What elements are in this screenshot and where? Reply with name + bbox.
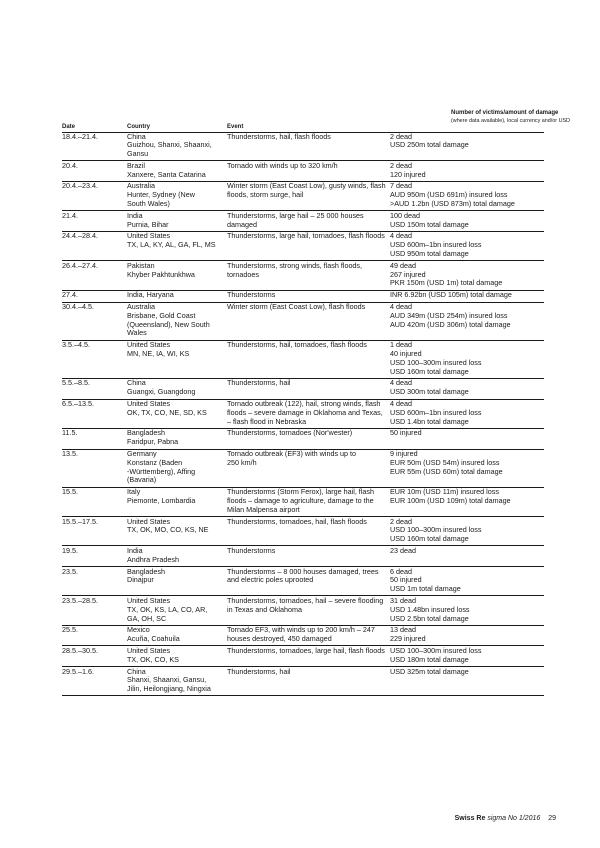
row-victims-line: 2 dead <box>390 516 412 526</box>
row-victims <box>390 518 545 544</box>
table-row <box>62 546 544 567</box>
row-date-line: 25.5. <box>62 625 78 635</box>
row-victims-line: USD 1.4bn total damage <box>390 416 469 426</box>
row-victims-line: 267 injured <box>390 269 426 279</box>
row-event <box>227 597 387 615</box>
table-body <box>62 132 544 696</box>
row-country-line: TX, OK, KS, LA, CO, AR, <box>127 604 208 614</box>
row-country <box>127 341 227 359</box>
row-country-line: Dinajpur <box>127 575 154 585</box>
row-event-line: Thunderstorms, tornadoes (Nor'wester) <box>227 428 353 438</box>
row-event-line: Thunderstorms, hail <box>227 666 291 676</box>
row-country-line: Shanxi, Shaanxi, Gansu, <box>127 675 207 685</box>
row-victims-line: EUR 50m (USD 54m) insured loss <box>390 457 500 467</box>
table-row <box>62 303 544 341</box>
row-country-line: United States <box>127 595 171 605</box>
row-victims <box>390 597 545 623</box>
row-victims-line: USD 160m total damage <box>390 534 469 544</box>
footer-brand: Swiss Re <box>454 815 486 822</box>
row-victims <box>390 429 545 438</box>
row-country-line: Mexico <box>127 625 150 635</box>
row-event <box>227 568 387 586</box>
row-country-line: Konstanz (Baden <box>127 457 183 467</box>
row-country-line: Andhra Pradesh <box>127 554 179 564</box>
row-country-line: Piemonte, Lombardia <box>127 495 196 505</box>
row-date-line: 20.4.–23.4. <box>62 181 98 191</box>
row-country-line: India <box>127 545 143 555</box>
row-country-line: Bangladesh <box>127 566 165 576</box>
row-country-line: Guangxi, Guangdong <box>127 387 196 397</box>
row-event-line: in Texas and Oklahoma <box>227 604 302 614</box>
row-event-line: Thunderstorms, hail, tornadoes, flash floods <box>227 340 367 350</box>
row-country-line: China <box>127 131 146 141</box>
row-country-line: China <box>127 666 146 676</box>
row-victims <box>390 303 545 329</box>
row-victims-line: EUR 100m (USD 109m) total damage <box>390 495 511 505</box>
row-victims <box>390 341 545 376</box>
row-date <box>62 668 124 677</box>
row-event <box>227 341 387 350</box>
table-row <box>62 567 544 596</box>
row-event <box>227 133 387 142</box>
row-victims-line: 50 injured <box>390 575 422 585</box>
row-country-line: Australia <box>127 302 155 312</box>
row-country <box>127 450 227 485</box>
row-victims-line: USD 180m total damage <box>390 654 469 664</box>
row-victims-line: 50 injured <box>390 428 422 438</box>
row-victims-line: USD 950m total damage <box>390 249 469 259</box>
row-event-line: Thunderstorms (Storm Ferox), large hail, flash <box>227 487 374 497</box>
row-country-line: Hunter, Sydney (New <box>127 190 195 200</box>
row-victims-line: 2 dead <box>390 131 412 141</box>
row-victims-line: 13 dead <box>390 625 416 635</box>
row-victims <box>390 262 545 288</box>
table-row <box>62 400 544 429</box>
row-date <box>62 133 124 142</box>
row-victims-line: 120 injured <box>390 169 426 179</box>
row-victims-line: 4 dead <box>390 399 412 409</box>
row-event <box>227 303 387 312</box>
row-country <box>127 626 227 644</box>
row-date-line: 18.4.–21.4. <box>62 131 98 141</box>
row-victims-line: 9 injured <box>390 449 418 458</box>
row-victims <box>390 133 545 151</box>
row-country-line: United States <box>127 340 171 350</box>
row-date-line: 26.4.–27.4. <box>62 260 98 270</box>
row-country <box>127 379 227 397</box>
row-event-line: floods – severe damage in Oklahoma and Texas, <box>227 407 383 417</box>
row-date <box>62 626 124 635</box>
row-victims-line: USD 600m–1bn insured loss <box>390 240 482 250</box>
row-country-line: TX, OK, MO, CO, KS, NE <box>127 525 209 535</box>
row-event <box>227 488 387 514</box>
row-event <box>227 232 387 241</box>
row-country-line: -Württemberg), Affing <box>127 466 196 476</box>
row-country <box>127 182 227 208</box>
row-victims <box>390 626 545 644</box>
row-date-line: 5.5.–8.5. <box>62 378 90 388</box>
row-country-line: Acuña, Coahuila <box>127 634 180 644</box>
row-victims-line: 49 dead <box>390 260 416 270</box>
row-date <box>62 291 124 300</box>
row-date-line: 20.4. <box>62 160 78 170</box>
row-victims-line: AUD 349m (USD 254m) insured loss <box>390 310 508 320</box>
row-country-line: Jilin, Heilongjiang, Ningxia <box>127 684 211 694</box>
row-date-line: 29.5.–1.6. <box>62 666 94 676</box>
row-event-line: Thunderstorms – 8 000 houses damaged, trees <box>227 566 379 576</box>
row-country-line: India, Haryana <box>127 290 174 300</box>
row-country <box>127 518 227 536</box>
table-row <box>62 211 544 232</box>
row-victims-line: AUD 950m (USD 691m) insured loss <box>390 190 508 200</box>
row-country <box>127 647 227 665</box>
row-date-line: 11.5. <box>62 428 78 438</box>
row-victims-line: USD 100–300m insured loss <box>390 357 482 367</box>
table-row <box>62 626 544 647</box>
event-column-header: Event <box>227 124 244 130</box>
row-victims-line: AUD 420m (USD 306m) total damage <box>390 319 511 329</box>
country-column-header: Country <box>127 124 150 130</box>
row-victims-line: USD 100–300m insured loss <box>390 645 482 655</box>
row-date <box>62 232 124 241</box>
table-row <box>62 429 544 450</box>
row-country-line: Australia <box>127 181 155 191</box>
row-date <box>62 568 124 577</box>
row-victims-line: EUR 55m (USD 60m) total damage <box>390 466 503 476</box>
row-country-line: MN, NE, IA, WI, KS <box>127 349 190 359</box>
row-event <box>227 379 387 388</box>
row-victims-line: 6 dead <box>390 566 412 576</box>
row-victims <box>390 668 545 677</box>
row-event-line: Thunderstorms, hail, flash floods <box>227 131 331 141</box>
row-victims-line: USD 1.48bn insured loss <box>390 604 470 614</box>
row-event-line: Winter storm (East Coast Low), gusty winds, flash <box>227 181 386 191</box>
row-event <box>227 400 387 426</box>
row-victims-line: 23 dead <box>390 545 416 555</box>
row-victims <box>390 182 545 208</box>
row-country-line: Khyber Pakhtunkhwa <box>127 269 195 279</box>
row-date-line: 21.4. <box>62 210 78 220</box>
row-event <box>227 429 387 438</box>
row-date-line: 28.5.–30.5. <box>62 645 98 655</box>
row-country <box>127 162 227 180</box>
date-column-header: Date <box>62 124 76 130</box>
row-country <box>127 262 227 280</box>
row-event <box>227 626 387 644</box>
row-date <box>62 341 124 350</box>
row-event-line: floods – damage to agriculture, damage to the <box>227 495 374 505</box>
row-event-line: Tornado with winds up to 320 km/h <box>227 160 338 170</box>
row-country-line: Xanxere, Santa Catarina <box>127 169 206 179</box>
row-event <box>227 291 387 300</box>
row-date <box>62 262 124 271</box>
row-country-line: Wales <box>127 328 147 338</box>
row-victims <box>390 647 545 665</box>
row-victims-line: 1 dead <box>390 340 412 350</box>
row-victims-line: 31 dead <box>390 595 416 605</box>
row-date <box>62 162 124 171</box>
row-country-line: (Queensland), New South <box>127 319 210 329</box>
row-victims-line: PKR 150m (USD 1m) total damage <box>390 278 503 288</box>
row-event-line: Thunderstorms <box>227 545 276 555</box>
table-row <box>62 488 544 517</box>
row-victims-line: 100 dead <box>390 210 420 220</box>
row-victims <box>390 291 545 300</box>
row-country <box>127 597 227 623</box>
row-victims-line: USD 250m total damage <box>390 140 469 150</box>
row-country-line: India <box>127 210 143 220</box>
row-date <box>62 597 124 606</box>
row-event-line: Thunderstorms, strong winds, flash floods, <box>227 260 363 270</box>
row-country-line: TX, LA, KY, AL, GA, FL, MS <box>127 240 216 250</box>
row-victims-line: >AUD 1.2bn (USD 873m) total damage <box>390 199 515 209</box>
row-country <box>127 133 227 159</box>
row-date <box>62 488 124 497</box>
row-country <box>127 547 227 565</box>
row-victims <box>390 488 545 506</box>
row-event-line: Thunderstorms, tornadoes, hail, flash floods <box>227 516 367 526</box>
row-victims-line: USD 100–300m insured loss <box>390 525 482 535</box>
row-date <box>62 547 124 556</box>
row-country-line: Pakistan <box>127 260 155 270</box>
row-date-line: 23.5. <box>62 566 78 576</box>
table-row <box>62 132 544 161</box>
row-date <box>62 450 124 459</box>
table-row <box>62 646 544 667</box>
row-victims-line: 4 dead <box>390 231 412 241</box>
row-date <box>62 212 124 221</box>
row-country-line: Brazil <box>127 160 145 170</box>
row-victims <box>390 232 545 258</box>
row-event <box>227 262 387 280</box>
row-country-line: Germany <box>127 449 157 458</box>
row-country-line: OK, TX, CO, NE, SD, KS <box>127 407 207 417</box>
footer-issue: sigma No 1/2016 <box>487 815 541 822</box>
row-country-line: Bangladesh <box>127 428 165 438</box>
row-victims <box>390 400 545 426</box>
table-row <box>62 379 544 400</box>
table-row <box>62 450 544 488</box>
row-victims-line: 40 injured <box>390 349 422 359</box>
row-victims <box>390 162 545 180</box>
row-event-line: Thunderstorms, large hail, tornadoes, flash floods <box>227 231 385 241</box>
page-footer <box>455 815 556 822</box>
row-event <box>227 668 387 677</box>
row-date-line: 15.5. <box>62 487 78 497</box>
row-victims-line: USD 300m total damage <box>390 387 469 397</box>
row-event-line: Milan Malpensa airport <box>227 504 300 514</box>
row-victims-line: 4 dead <box>390 302 412 312</box>
row-event-line: tornadoes <box>227 269 259 279</box>
row-country <box>127 232 227 250</box>
row-country-line: Brisbane, Gold Coast <box>127 310 196 320</box>
row-date-line: 19.5. <box>62 545 78 555</box>
victims-header-title: Number of victims/amount of damage <box>451 110 559 116</box>
row-event <box>227 212 387 230</box>
row-victims-line: 2 dead <box>390 160 412 170</box>
row-date <box>62 303 124 312</box>
row-victims <box>390 568 545 594</box>
row-country <box>127 400 227 418</box>
page-number: 29 <box>548 815 556 822</box>
row-event-line: Tornado outbreak (EF3) with winds up to <box>227 449 357 458</box>
row-date <box>62 647 124 656</box>
row-victims <box>390 212 545 230</box>
row-event-line: 250 km/h <box>227 457 257 467</box>
row-event-line: Tornado outbreak (122), hail, strong winds, flash <box>227 399 381 409</box>
row-victims-line: EUR 10m (USD 11m) insured loss <box>390 487 499 497</box>
table-row <box>62 341 544 379</box>
row-event-line: houses destroyed, 450 damaged <box>227 634 332 644</box>
row-date-line: 24.4.–28.4. <box>62 231 98 241</box>
row-victims-line: USD 600m–1bn insured loss <box>390 407 482 417</box>
table-row <box>62 232 544 261</box>
row-date <box>62 518 124 527</box>
row-country <box>127 668 227 694</box>
table-row <box>62 517 544 546</box>
row-event-line: Thunderstorms <box>227 290 276 300</box>
row-event <box>227 162 387 171</box>
row-country-line: South Wales) <box>127 199 170 209</box>
row-event <box>227 182 387 200</box>
row-event <box>227 547 387 556</box>
row-date-line: 30.4.–4.5. <box>62 302 94 312</box>
row-date <box>62 429 124 438</box>
row-country-line: Gansu <box>127 149 149 159</box>
row-event <box>227 450 387 468</box>
table-row <box>62 667 544 696</box>
row-country <box>127 291 227 300</box>
row-country-line: United States <box>127 645 171 655</box>
row-date-line: 13.5. <box>62 449 78 458</box>
row-victims-line: 7 dead <box>390 181 412 191</box>
victims-header-note: (where data available), local currency and/or USD <box>451 117 570 124</box>
row-country-line: United States <box>127 516 171 526</box>
row-event-line: Winter storm (East Coast Low), flash floods <box>227 302 366 312</box>
row-event-line: damaged <box>227 219 257 229</box>
row-event-line: floods, storm surge, hail <box>227 190 304 200</box>
row-country-line: (Bavaria) <box>127 475 157 485</box>
table-row <box>62 182 544 211</box>
row-date-line: 27.4. <box>62 290 78 300</box>
row-country <box>127 212 227 230</box>
row-victims-line: 4 dead <box>390 378 412 388</box>
row-country <box>127 429 227 447</box>
row-event <box>227 518 387 527</box>
row-date <box>62 182 124 191</box>
row-victims <box>390 379 545 397</box>
row-event-line: and electric poles uprooted <box>227 575 314 585</box>
row-country-line: Faridpur, Pabna <box>127 437 179 447</box>
row-country <box>127 303 227 338</box>
row-country <box>127 568 227 586</box>
table-row <box>62 261 544 290</box>
row-victims-line: USD 325m total damage <box>390 666 469 676</box>
table-row <box>62 291 544 303</box>
row-date <box>62 400 124 409</box>
row-victims <box>390 547 545 556</box>
row-event-line: Thunderstorms, large hail – 25 000 houses <box>227 210 364 220</box>
row-victims <box>390 450 545 476</box>
table-row <box>62 596 544 625</box>
row-victims-line: INR 6.92bn (USD 105m) total damage <box>390 290 512 300</box>
row-country-line: Guizhou, Shanxi, Shaanxi, <box>127 140 212 150</box>
row-date-line: 6.5.–13.5. <box>62 399 94 409</box>
row-date-line: 15.5.–17.5. <box>62 516 98 526</box>
row-country-line: United States <box>127 399 171 409</box>
row-event-line: Thunderstorms, hail <box>227 378 291 388</box>
row-date <box>62 379 124 388</box>
row-victims-line: USD 2.5bn total damage <box>390 613 469 623</box>
row-victims-line: USD 1m total damage <box>390 584 461 594</box>
row-country-line: GA, OH, SC <box>127 613 167 623</box>
row-event-line: Thunderstorms, tornadoes, large hail, flash floods <box>227 645 385 655</box>
row-event-line: – flash flood in Nebraska <box>227 416 307 426</box>
row-date-line: 3.5.–4.5. <box>62 340 90 350</box>
table-row <box>62 161 544 182</box>
row-country-line: China <box>127 378 146 388</box>
row-country-line: TX, OK, CO, KS <box>127 654 179 664</box>
row-victims-line: USD 160m total damage <box>390 366 469 376</box>
row-event <box>227 647 387 656</box>
row-country-line: Purnia, Bihar <box>127 219 169 229</box>
row-country-line: Italy <box>127 487 141 497</box>
row-victims-line: USD 150m total damage <box>390 219 469 229</box>
row-victims-line: 229 injured <box>390 634 426 644</box>
row-event-line: Thunderstorms, tornadoes, hail – severe flooding <box>227 595 384 605</box>
row-event-line: Tornado EF3, with winds up to 200 km/h – 247 <box>227 625 375 635</box>
row-date-line: 23.5.–28.5. <box>62 595 98 605</box>
row-country <box>127 488 227 506</box>
row-country-line: United States <box>127 231 171 241</box>
